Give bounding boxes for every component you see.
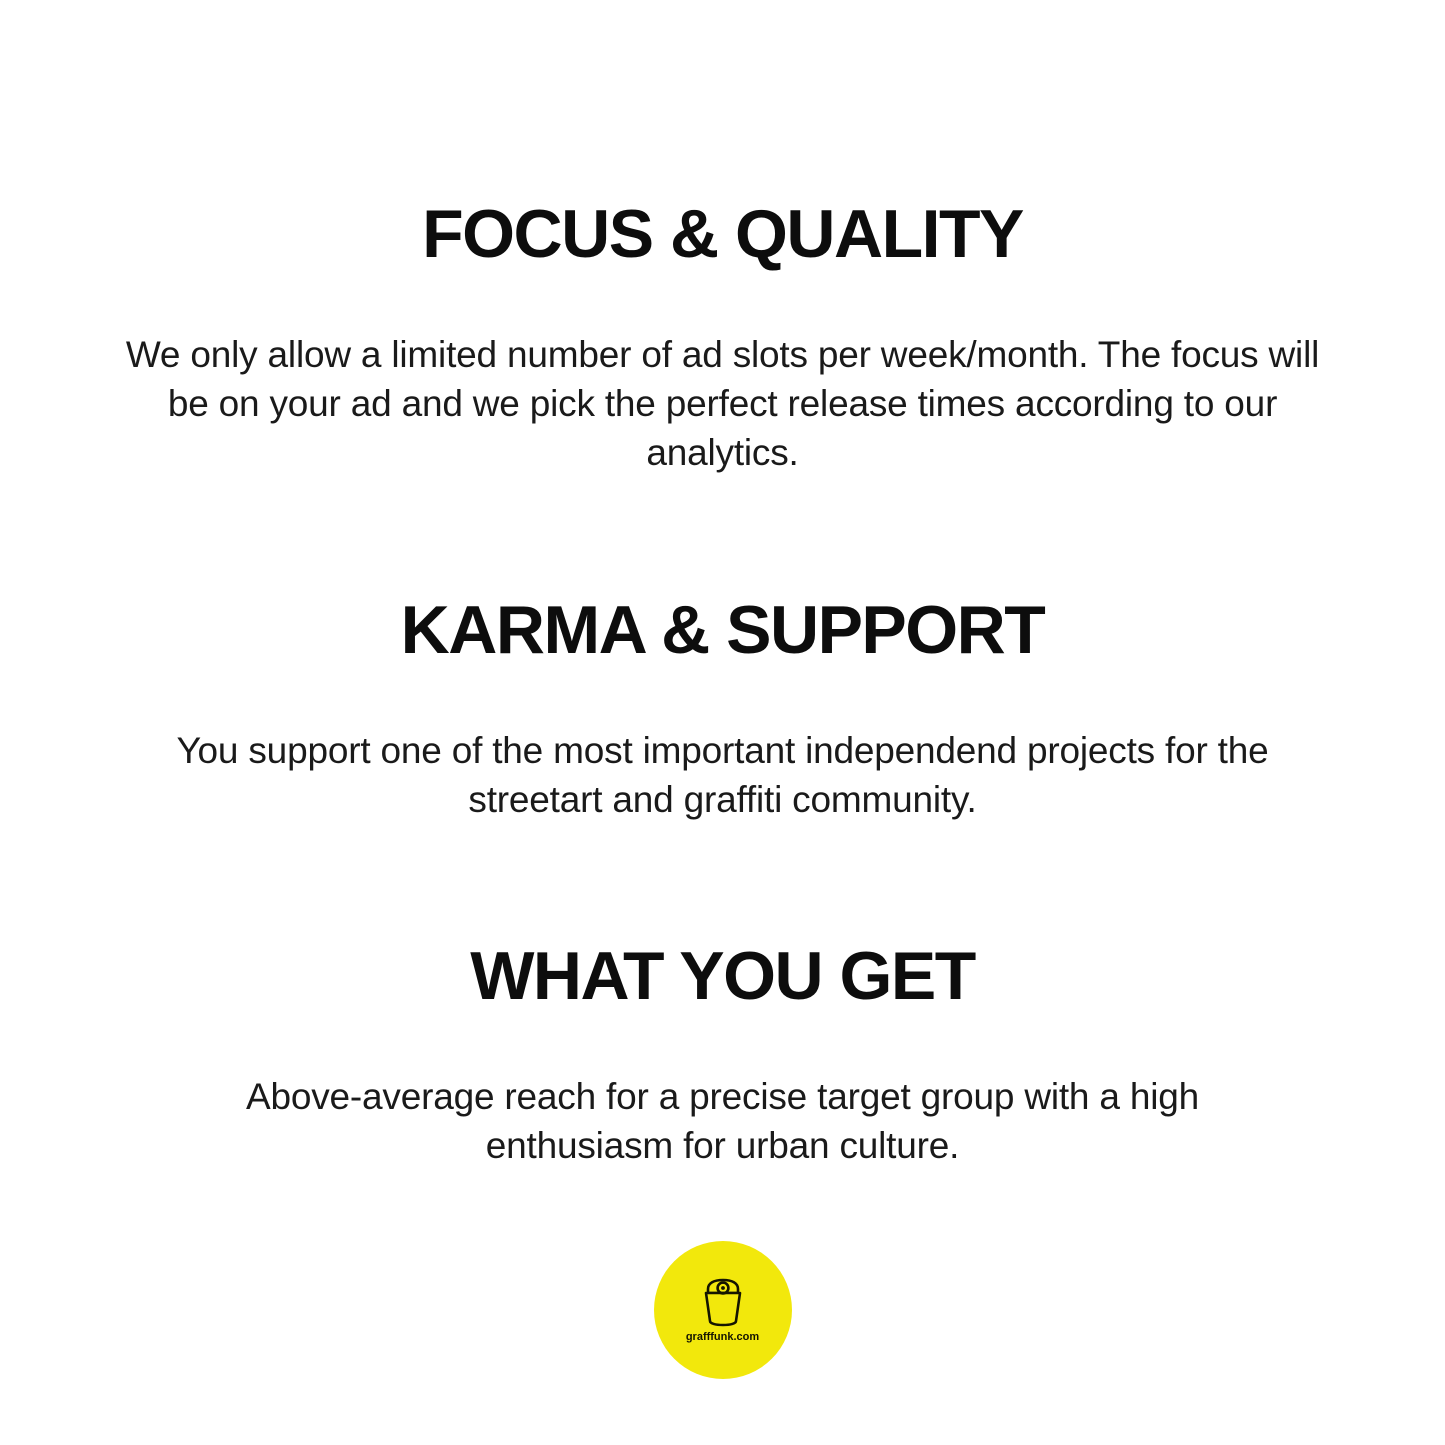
section-what-you-get (90, 938, 1355, 1170)
section-body: We only allow a limited number of ad slots per week/month. The focus will be on your ad and we pick the perfect release times according to our analytics. (125, 334, 1320, 474)
logo-badge-wrap (0, 1241, 1445, 1379)
section-body: Above-average reach for a precise target group with a high enthusiasm for urban culture. (245, 1076, 1200, 1167)
section-title: FOCUS & QUALITY (422, 196, 1023, 272)
section-karma-support (90, 591, 1355, 824)
logo-label: grafffunk.com (685, 1331, 760, 1343)
section-title: KARMA & SUPPORT (400, 591, 1045, 668)
section-title: WHAT YOU GET (470, 938, 975, 1015)
spray-can-cap-icon (694, 1277, 752, 1327)
logo-badge[interactable] (654, 1241, 792, 1379)
section-body: You support one of the most important independend projects for the streetart and graffiti community. (176, 729, 1269, 820)
section-focus-quality (90, 196, 1355, 478)
